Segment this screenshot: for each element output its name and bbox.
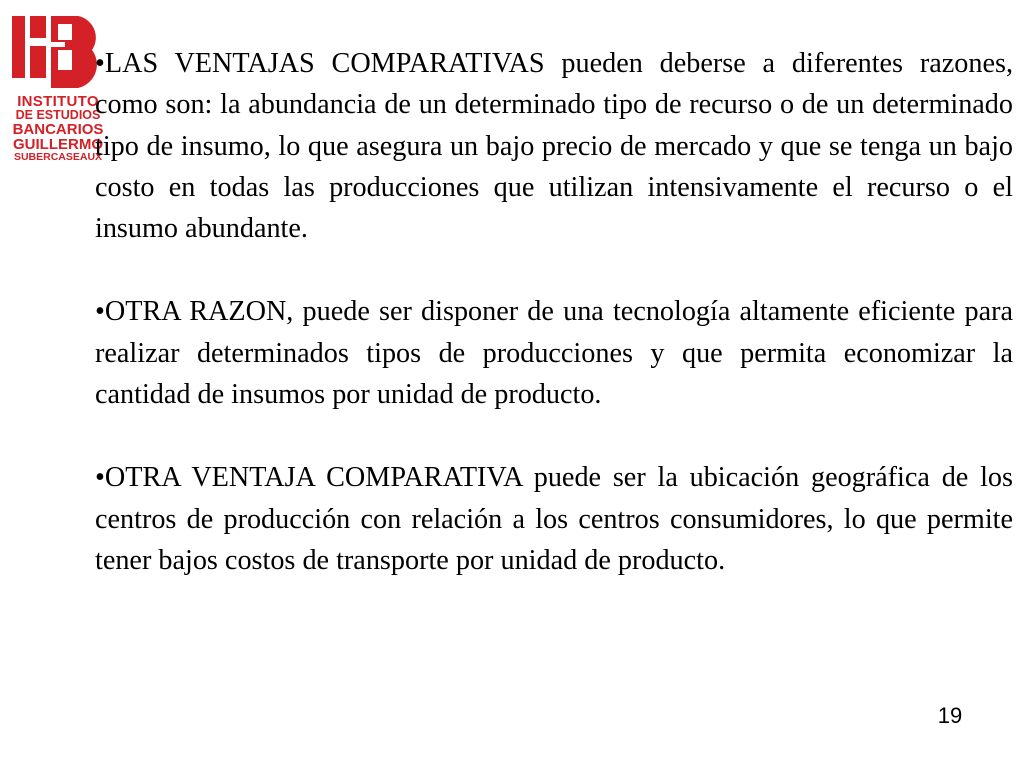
logo-text-line: SUBERCASEAUX <box>13 151 103 163</box>
institute-logo <box>8 10 104 163</box>
logo-text-line: INSTITUTO <box>17 93 99 110</box>
logo-text-line: GUILLERMO <box>13 136 103 153</box>
paragraph-spacer <box>95 249 1013 291</box>
logo-text-line: BANCARIOS <box>12 121 104 138</box>
logo-text-line: DE ESTUDIOS <box>15 108 101 122</box>
paragraph-spacer <box>95 415 1013 457</box>
institute-logo-mark <box>8 10 104 106</box>
slide-body <box>95 43 1013 581</box>
paragraph-geographic-location: •OTRA VENTAJA COMPARATIVA puede ser la ubicación geográfica de los centros de producción con relación a los centros consumidores, lo que permite tener bajos costos de transporte por unidad de producto. <box>95 462 1013 576</box>
paragraph-technology-reason: •OTRA RAZON, puede ser disponer de una tecnología altamente eficiente para realizar determinados tipos de producciones y que permita economizar la cantidad de insumos por unidad de producto. <box>95 296 1013 411</box>
paragraph-comparative-advantages: •LAS VENTAJAS COMPARATIVAS pueden deberse a diferentes razones, como son: la abundancia de un determinado tipo de recurso o de un determinado tipo de insumo, lo que asegura un bajo precio de mercado y que se tenga un bajo costo en todas las producciones que utilizan intensivamente el recurso o el insumo abundante. <box>95 48 1013 245</box>
page-number: 19 <box>937 703 963 728</box>
